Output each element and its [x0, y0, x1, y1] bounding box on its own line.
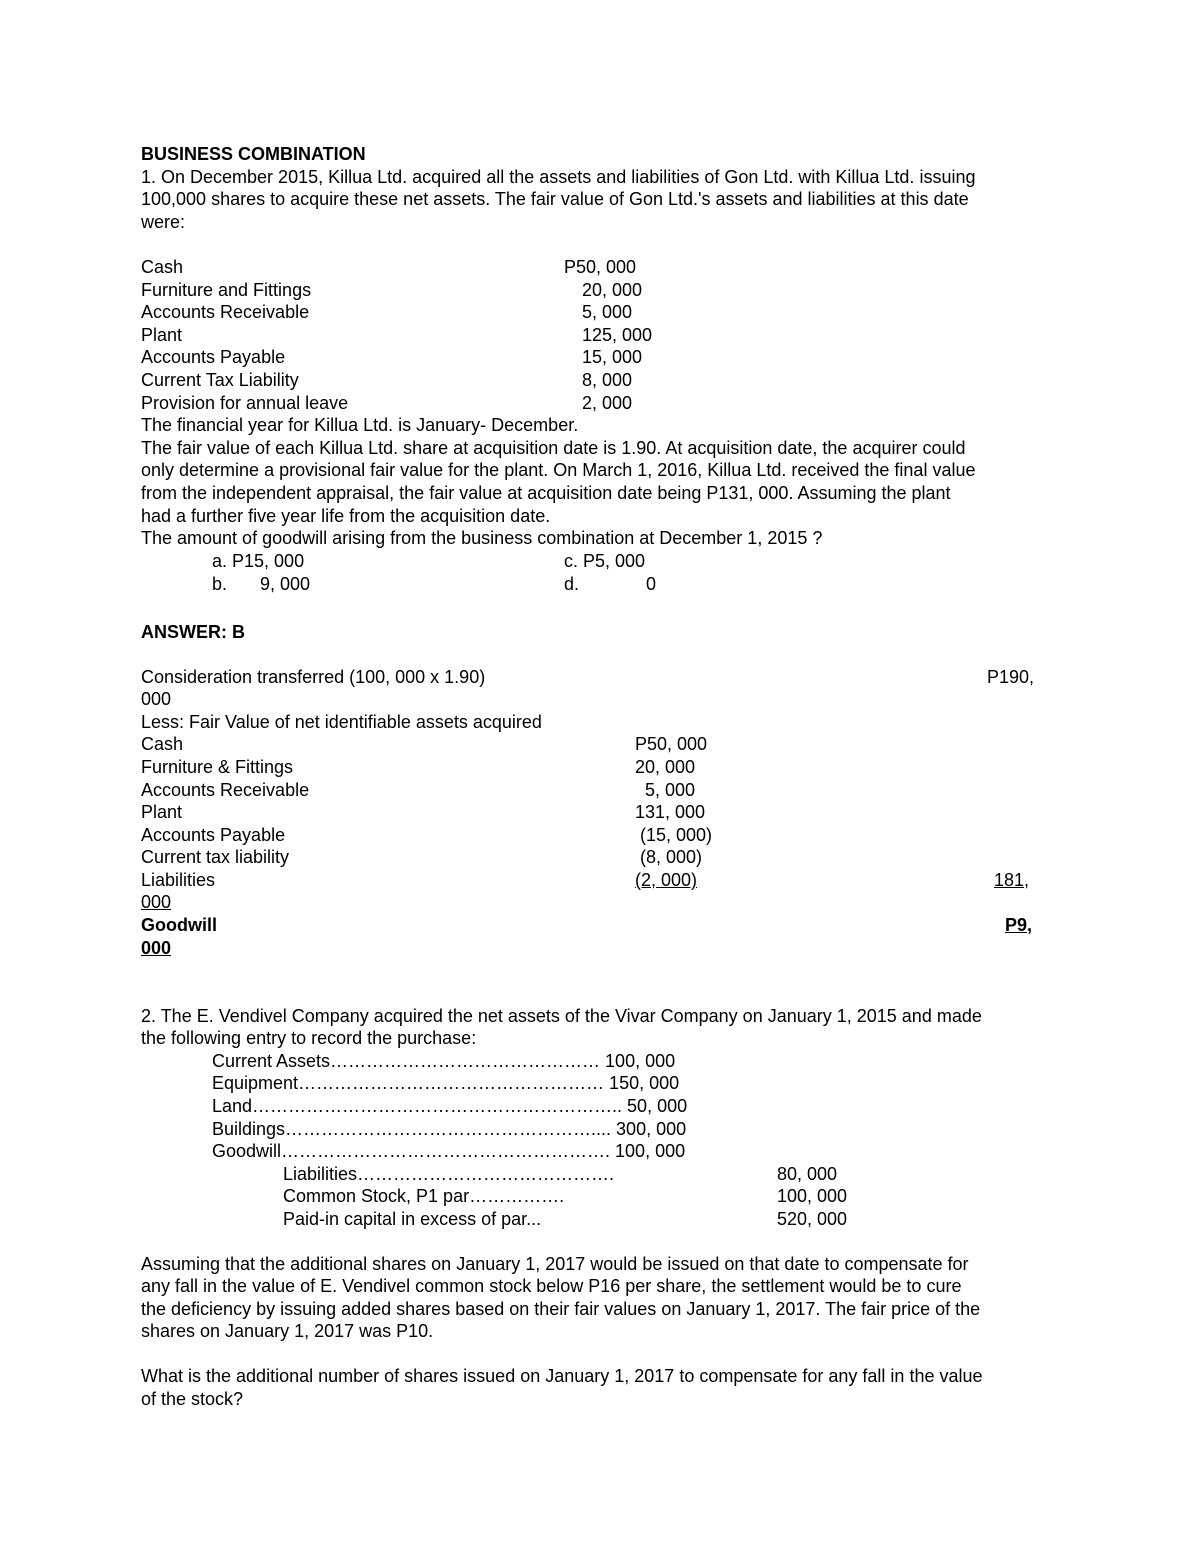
solution-row-value: P50, 000: [635, 734, 708, 754]
solution-row-value: (15, 000): [640, 825, 713, 845]
solution-row-value: (8, 000): [640, 847, 703, 867]
credit-label: Common Stock, P1 par…………….: [283, 1186, 565, 1206]
q1-body-line: only determine a provisional fair value for the plant. On March 1, 2016, Killua Ltd. received the final value: [141, 460, 976, 480]
choice-b-letter: b.: [212, 574, 228, 594]
asset-value: 5, 000: [582, 302, 633, 322]
q2-question-line: of the stock?: [141, 1389, 244, 1409]
q1-body-line: had a further five year life from the acquisition date.: [141, 506, 551, 526]
solution-row-value: 5, 000: [645, 780, 696, 800]
q2-intro-line: the following entry to record the purchase:: [141, 1028, 477, 1048]
asset-label: Plant: [141, 325, 183, 345]
q1-answer: ANSWER: B: [141, 622, 245, 642]
solution-row-label: Accounts Payable: [141, 825, 286, 845]
q1-intro-line: 100,000 shares to acquire these net assets. The fair value of Gon Ltd.'s assets and liabilities at this date: [141, 189, 969, 209]
q2-paragraph-line: any fall in the value of E. Vendivel common stock below P16 per share, the settlement would be to cure: [141, 1276, 962, 1296]
page-title: BUSINESS COMBINATION: [141, 144, 366, 164]
solution-row-label: Accounts Receivable: [141, 780, 310, 800]
liability-label: Current Tax Liability: [141, 370, 299, 390]
consideration-label: Consideration transferred (100, 000 x 1.90): [141, 667, 486, 687]
consideration-value: P190,: [987, 667, 1035, 687]
liability-value: 2, 000: [582, 393, 633, 413]
goodwill-wrap: 000: [141, 938, 172, 958]
consideration-wrap: 000: [141, 689, 172, 709]
choice-d-letter: d.: [564, 574, 580, 594]
q1-intro-line: were:: [141, 212, 186, 232]
credit-value: 80, 000: [777, 1164, 838, 1184]
q2-question-line: What is the additional number of shares issued on January 1, 2017 to compensate for any fall in the value: [141, 1366, 983, 1386]
q2-paragraph-line: Assuming that the additional shares on January 1, 2017 would be issued on that date to compensate for: [141, 1254, 969, 1274]
liabilities-value: (2, 000): [635, 870, 698, 890]
asset-value: 125, 000: [582, 325, 653, 345]
choice-c: c. P5, 000: [564, 551, 646, 571]
credit-value: 520, 000: [777, 1209, 848, 1229]
liability-value: 15, 000: [582, 347, 643, 367]
q2-paragraph-line: the deficiency by issuing added shares based on their fair values on January 1, 2017. The fair price of the: [141, 1299, 981, 1319]
liability-value: 8, 000: [582, 370, 633, 390]
asset-label: Furniture and Fittings: [141, 280, 312, 300]
debit-line: Equipment…………………………………………… 150, 000: [212, 1073, 680, 1093]
credit-label: Liabilities…………………………………….: [283, 1164, 615, 1184]
q1-question: The amount of goodwill arising from the business combination at December 1, 2015 ?: [141, 528, 823, 548]
asset-label: Cash: [141, 257, 184, 277]
solution-row-label: Current tax liability: [141, 847, 290, 867]
choice-a: a. P15, 000: [212, 551, 305, 571]
solution-row-value: 20, 000: [635, 757, 696, 777]
solution-row-label: Furniture & Fittings: [141, 757, 294, 777]
liability-label: Provision for annual leave: [141, 393, 349, 413]
q1-body-line: The fair value of each Killua Ltd. share at acquisition date is 1.90. At acquisition date, the acquirer could: [141, 438, 966, 458]
net-assets-wrap: 000: [141, 892, 172, 912]
solution-row-label: Cash: [141, 734, 184, 754]
debit-line: Goodwill………………………………………………. 100, 000: [212, 1141, 686, 1161]
q2-intro-line: 2. The E. Vendivel Company acquired the net assets of the Vivar Company on January 1, 2015 and made: [141, 1006, 982, 1026]
choice-d-value: 0: [646, 574, 657, 594]
asset-value: P50, 000: [564, 257, 637, 277]
q1-body-line: from the independent appraisal, the fair value at acquisition date being P131, 000. Assuming the plant: [141, 483, 951, 503]
solution-row-label: Plant: [141, 802, 183, 822]
asset-label: Accounts Receivable: [141, 302, 310, 322]
solution-row-value: 131, 000: [635, 802, 706, 822]
goodwill-value: P9,: [1005, 915, 1033, 935]
liability-label: Accounts Payable: [141, 347, 286, 367]
q2-paragraph-line: shares on January 1, 2017 was P10.: [141, 1321, 434, 1341]
asset-value: 20, 000: [582, 280, 643, 300]
q1-intro-line: 1. On December 2015, Killua Ltd. acquired all the assets and liabilities of Gon Ltd. with Killua Ltd. issuing: [141, 167, 976, 187]
goodwill-label: Goodwill: [141, 915, 217, 935]
liabilities-label: Liabilities: [141, 870, 216, 890]
q1-body-line: The financial year for Killua Ltd. is January- December.: [141, 415, 579, 435]
debit-line: Current Assets……………………………………… 100, 000: [212, 1051, 676, 1071]
net-assets-value: 181,: [994, 870, 1030, 890]
debit-line: Buildings…………………………………………….... 300, 000: [212, 1119, 687, 1139]
debit-line: Land…………………………………………………….. 50, 000: [212, 1096, 688, 1116]
less-label: Less: Fair Value of net identifiable assets acquired: [141, 712, 542, 732]
credit-value: 100, 000: [777, 1186, 848, 1206]
credit-label: Paid-in capital in excess of par...: [283, 1209, 542, 1229]
choice-b-value: 9, 000: [260, 574, 311, 594]
